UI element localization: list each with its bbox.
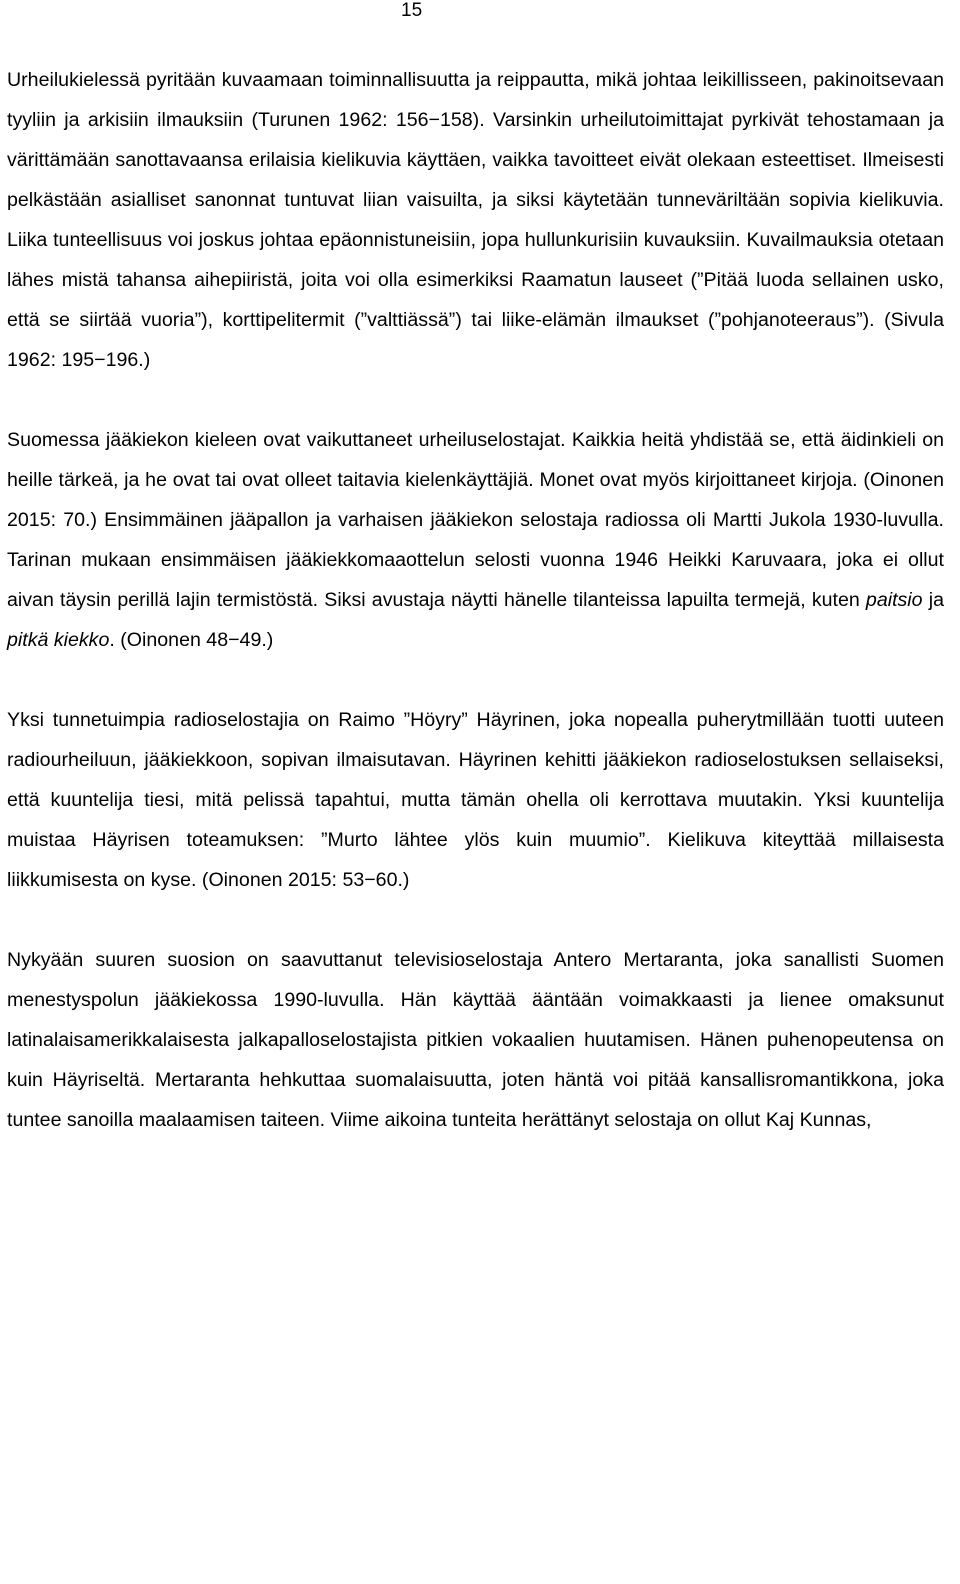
text-run: ja: [922, 589, 944, 611]
text-run: . (Oinonen 48−49.): [109, 629, 274, 651]
text-run: Nykyään suuren suosion on saavuttanut televisioselostaja Antero Mertaranta, joka sanallisti Suomen menestyspolun jääkiekossa 1990-luvulla. Hän käyttää ääntään voimakkaasti ja lienee omaksunut latinalaisamerikkalaisesta jalkapalloselostajista pitkien vokaalien huutamisen. Hänen puhenopeutensa on kuin Häyriseltä. Mertaranta hehkuttaa suomalaisuutta, joten häntä voi pitää kansallisromantikkona, joka tuntee sanoilla maalaamisen taiteen. Viime aikoina tunteita herättänyt selostaja on ollut Kaj Kunnas,: [7, 949, 944, 1131]
text-run: Urheilukielessä pyritään kuvaamaan toiminnallisuutta ja reippautta, mikä johtaa leikillisseen, pakinoitsevaan tyyliin ja arkisiin ilmauksiin (Turunen 1962: 156−158). Varsinkin urheilutoimittajat pyrkivät tehostamaan ja värittämään sanottavaansa erilaisia kielikuvia käyttäen, vaikka tavoitteet eivät olekaan esteettiset. Ilmeisesti pelkästään asialliset sanonnat tuntuvat liian vaisuilta, ja siksi käytetään tunneväriltään sopivia kielikuvia. Liika tunteellisuus voi joskus johtaa epäonnistuneisiin, jopa hullunkurisiin kuvauksiin. Kuvailmauksia otetaan lähes mistä tahansa aihepiiristä, joita voi olla esimerkiksi Raamatun lauseet (”Pitää luoda sellainen usko, että se siirtää vuoria”), korttipelitermit (”valttiässä”) tai liike-elämän ilmaukset (”pohjanoteeraus”). (Sivula 1962: 195−196.): [7, 69, 944, 371]
term-pitka-kiekko: pitkä kiekko: [7, 629, 110, 651]
page-number: 15: [401, 0, 423, 21]
paragraph-2: [7, 420, 944, 660]
text-run: Yksi tunnetuimpia radioselostajia on Raimo ”Höyry” Häyrinen, joka nopealla puherytmillään tuotti uuteen radiourheiluun, jääkiekkoon, sopivan ilmaisutavan. Häyrinen kehitti jääkiekon radioselostuksen sellaiseksi, että kuuntelija tiesi, mitä pelissä tapahtui, mutta tämän ohella oli kerrottava muutakin. Yksi kuuntelija muistaa Häyrisen toteamuksen: ”Murto lähtee ylös kuin muumio”. Kielikuva kiteyttää millaisesta liikkumisesta on kyse. (Oinonen 2015: 53−60.): [7, 709, 944, 891]
paragraph-3: [7, 700, 944, 900]
paragraph-1: [7, 60, 944, 380]
paragraph-4: [7, 940, 944, 1140]
body-text: [7, 60, 944, 1140]
term-paitsio: paitsio: [865, 589, 923, 611]
text-run: Suomessa jääkiekon kieleen ovat vaikuttaneet urheiluselostajat. Kaikkia heitä yhdistää se, että äidinkieli on heille tärkeä, ja he ovat tai ovat olleet taitavia kielenkäyttäjiä. Monet ovat myös kirjoittaneet kirjoja. (Oinonen 2015: 70.) Ensimmäinen jääpallon ja varhaisen jääkiekon selostaja radiossa oli Martti Jukola 1930-luvulla. Tarinan mukaan ensimmäisen jääkiekkomaaottelun selosti vuonna 1946 Heikki Karuvaara, joka ei ollut aivan täysin perillä lajin termistöstä. Siksi avustaja näytti hänelle tilanteissa lapuilta termejä, kuten: [7, 429, 944, 611]
